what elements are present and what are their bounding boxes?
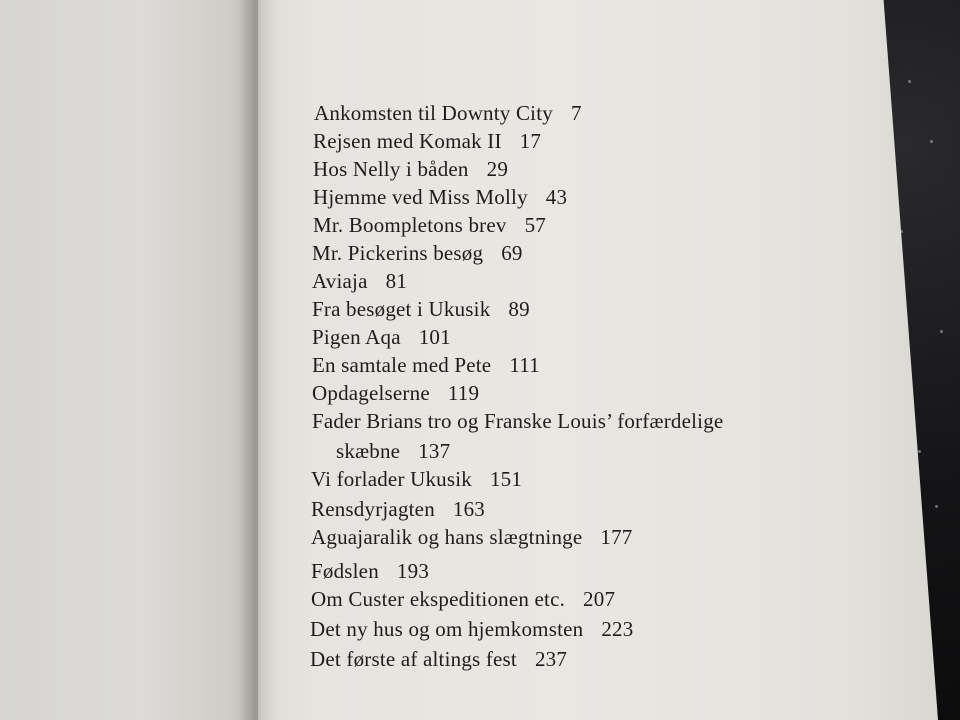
toc-title: Fra besøget i Ukusik: [312, 297, 491, 321]
toc-entry: [311, 587, 615, 612]
toc-entry: [312, 353, 540, 378]
toc-title: Fødslen: [311, 559, 379, 583]
toc-entry: [311, 497, 485, 522]
toc-title: Ankomsten til Downty City: [314, 101, 553, 125]
toc-page-number: 89: [508, 297, 530, 321]
toc-page-number: 43: [545, 185, 568, 209]
toc-page-number: 223: [601, 617, 634, 641]
toc-page-number: 111: [509, 353, 540, 377]
toc-entry: [311, 525, 632, 550]
toc-entry: [312, 297, 530, 322]
toc-title: Aviaja: [312, 269, 368, 293]
toc-entry: [310, 647, 567, 672]
toc-page-number: 17: [519, 129, 542, 153]
toc-entry: [312, 409, 723, 434]
toc-page-number: 137: [418, 439, 451, 463]
toc-title: Hjemme ved Miss Molly: [313, 185, 528, 209]
toc-entry-continuation: [336, 439, 450, 464]
toc-entry: [314, 101, 582, 126]
toc-page-number: 177: [600, 525, 633, 549]
toc-title: Det ny hus og om hjemkomsten: [310, 617, 584, 641]
toc-entry: [313, 185, 567, 210]
toc-title: Rensdyrjagten: [311, 497, 435, 521]
toc-entry: [312, 381, 479, 406]
toc-title: Rejsen med Komak II: [313, 129, 502, 153]
toc-title: Det første af altings fest: [310, 647, 517, 671]
toc-title: Vi forlader Ukusik: [311, 467, 472, 491]
toc-page-number: 29: [486, 157, 509, 181]
toc-page-number: 57: [524, 213, 546, 237]
toc-page-number: 101: [418, 325, 451, 349]
toc-entry: [311, 559, 429, 584]
toc-title: skæbne: [336, 439, 401, 463]
toc-title: Mr. Pickerins besøg: [312, 241, 484, 265]
toc-title: Om Custer ekspeditionen etc.: [311, 587, 566, 611]
toc-entry: [312, 241, 523, 266]
toc-page-number: 207: [583, 587, 616, 611]
toc-page-number: 7: [570, 101, 582, 125]
toc-title: Fader Brians tro og Franske Louis’ forfærdelige: [312, 409, 724, 433]
toc-page-number: 119: [447, 381, 480, 405]
toc-page-number: 151: [489, 467, 523, 491]
toc-title: Aguajaralik og hans slægtninge: [311, 525, 583, 549]
toc-page-number: 193: [396, 559, 430, 583]
toc-title: Opdagelserne: [312, 381, 430, 405]
toc-title: Hos Nelly i båden: [313, 157, 469, 181]
toc-entry: [312, 269, 407, 294]
toc-entry: [313, 213, 546, 238]
toc-page-number: 81: [385, 269, 408, 293]
toc-page-number: 237: [534, 647, 568, 671]
toc-entry: [310, 617, 633, 642]
toc-entry: [312, 325, 451, 350]
toc-title: Mr. Boompletons brev: [313, 213, 507, 237]
toc-title: Pigen Aqa: [312, 325, 401, 349]
toc-entry: [313, 157, 508, 182]
toc-page-number: 163: [452, 497, 486, 521]
toc-page-number: 69: [501, 241, 523, 265]
toc-title: En samtale med Pete: [312, 353, 492, 377]
toc-entry: [311, 467, 522, 492]
toc-entry: [313, 129, 541, 154]
